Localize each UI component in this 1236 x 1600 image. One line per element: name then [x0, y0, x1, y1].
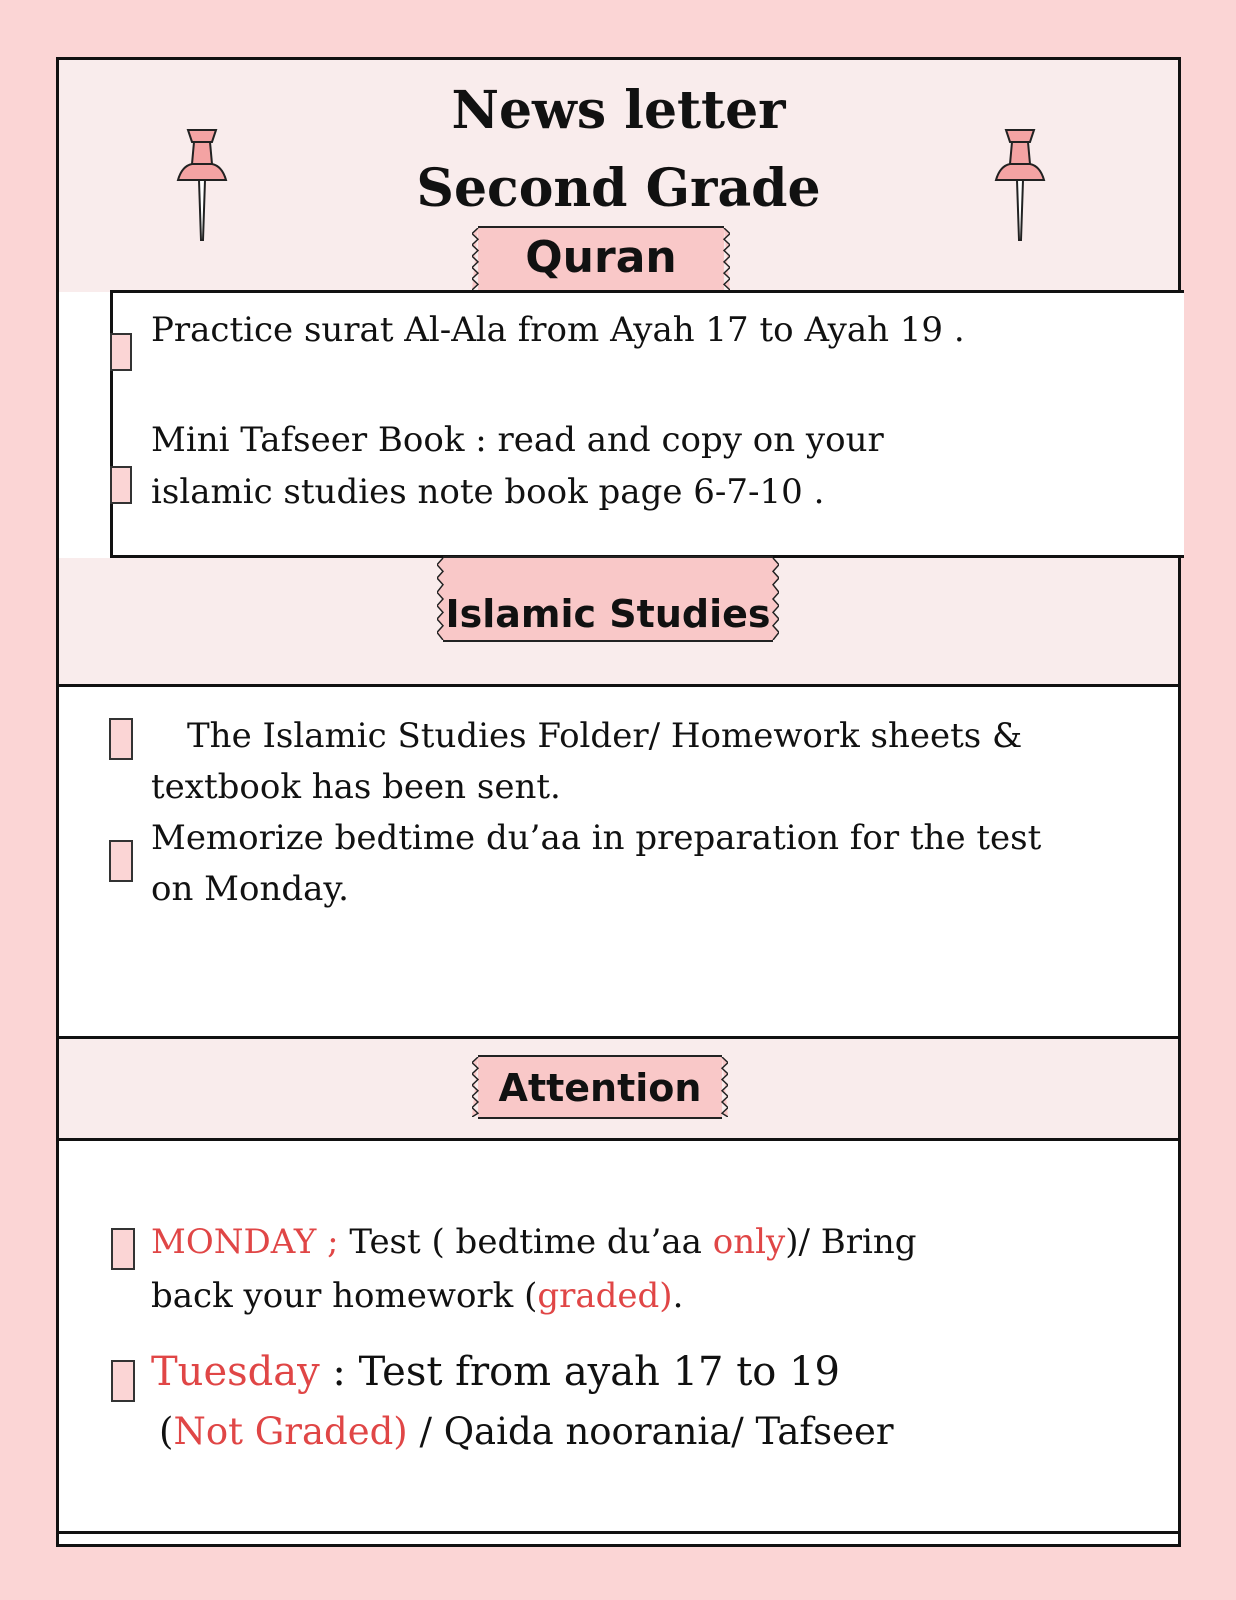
quran-item-1: Practice surat Al-Ala from Ayah 17 to Ayah 19 . [151, 310, 965, 350]
zigzag-edge [718, 1057, 728, 1117]
divider [59, 684, 1178, 687]
monday-emphasis-only: only [712, 1222, 786, 1262]
checkbox-quran-2[interactable] [110, 466, 132, 504]
islamic-item-1-line2: textbook has been sent. [151, 767, 561, 807]
monday-text-rest: )/ Bring [785, 1222, 917, 1262]
checkbox-islamic-1[interactable] [109, 718, 133, 760]
newsletter-page [56, 57, 1181, 1547]
tuesday-label: Tuesday [151, 1349, 320, 1395]
checkbox-tuesday[interactable] [111, 1360, 135, 1402]
checkbox-monday[interactable] [111, 1228, 135, 1270]
tuesday-line2 [159, 1404, 894, 1460]
monday-line2 [151, 1270, 683, 1322]
zigzag-edge [769, 558, 779, 640]
monday-line1 [151, 1216, 917, 1268]
attention-heading-label: Attention [498, 1066, 702, 1110]
grade-title: Second Grade [416, 158, 821, 219]
islamic-item-2-line2: on Monday. [151, 869, 349, 909]
divider [59, 1531, 1178, 1534]
islamic-item-2-line1: Memorize bedtime du’aa in preparation for the test [151, 818, 1042, 858]
tuesday-line1 [151, 1344, 840, 1400]
attention-heading [478, 1055, 722, 1119]
tuesday-line2-text: / Qaida noorania/ Tafseer [407, 1410, 894, 1453]
zigzag-edge [472, 1057, 482, 1117]
islamic-item-1-line1: The Islamic Studies Folder/ Homework sheets & [187, 716, 1023, 756]
monday-line2-text: back your homework ( [151, 1276, 538, 1316]
islamic-studies-heading [443, 556, 773, 642]
quran-heading [478, 226, 724, 292]
monday-line2-end: . [672, 1276, 684, 1316]
tuesday-emphasis-not-graded: Not Graded) [173, 1410, 408, 1453]
islamic-studies-heading-label: Islamic Studies [445, 592, 771, 636]
quran-item-2-line1: Mini Tafseer Book : read and copy on your [151, 420, 884, 460]
quran-heading-label: Quran [525, 232, 677, 283]
monday-text: Test ( bedtime du’aa [338, 1222, 713, 1262]
checkbox-quran-1[interactable] [110, 333, 132, 371]
tuesday-text: : Test from ayah 17 to 19 [319, 1349, 840, 1395]
zigzag-edge [720, 228, 730, 290]
zigzag-edge [472, 228, 482, 290]
divider [59, 1138, 1178, 1141]
zigzag-edge [437, 558, 447, 640]
tuesday-paren: ( [159, 1410, 174, 1453]
checkbox-islamic-2[interactable] [109, 840, 133, 882]
quran-item-2-line2: islamic studies note book page 6-7-10 . [151, 472, 825, 512]
newsletter-title: News letter [451, 80, 786, 141]
monday-emphasis-graded: graded) [537, 1276, 673, 1316]
monday-label: MONDAY ; [151, 1222, 339, 1262]
